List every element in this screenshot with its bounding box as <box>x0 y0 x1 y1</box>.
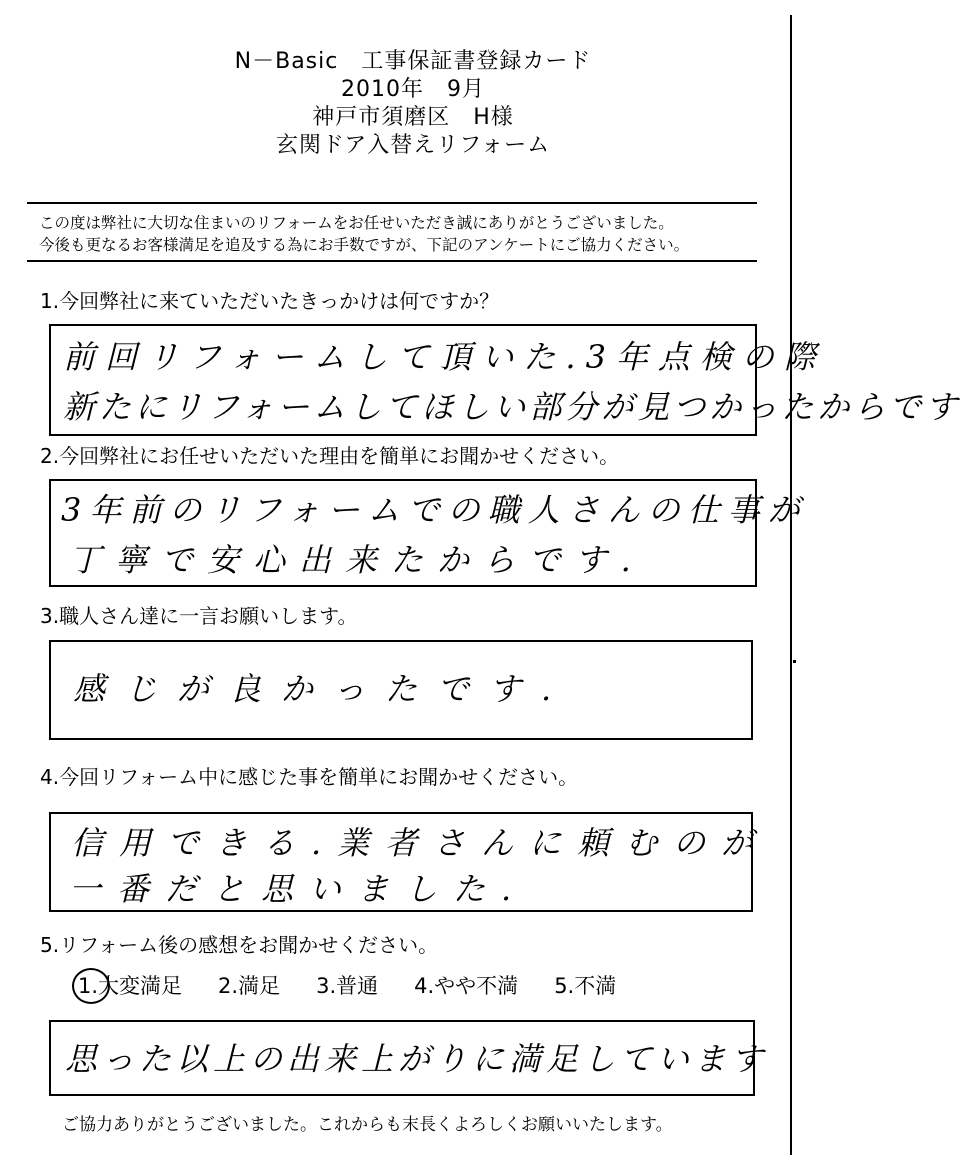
answer-2-line-1: 3年前のリフォームでの職人さんの仕事が <box>61 491 808 529</box>
right-edge-rule <box>790 15 792 1155</box>
footer-message: ご協力ありがとうございました。これからも末長くよろしくお願いいたします。 <box>62 1115 673 1135</box>
answer-box-2 <box>49 479 808 587</box>
choice-1[interactable]: 1.大変満足 <box>78 974 183 998</box>
answer-box-3 <box>49 640 753 740</box>
intro-line-2: 今後も更なるお客様満足を追及する為にお手数ですが、下記のアンケートにご協力ください。 <box>39 236 690 254</box>
customer-name: 神戸市須磨区 H様 <box>312 105 514 130</box>
answer-box-4 <box>49 812 770 912</box>
answer-3-line-1: 感じが良かったです. <box>73 670 572 708</box>
intro-line-1: この度は弊社に大切な住まいのリフォームをお任せいただき誠にありがとうございました。 <box>39 214 674 232</box>
question-5: 5.リフォーム後の感想をお聞かせください。 <box>40 933 439 957</box>
answer-box-5 <box>49 1020 769 1096</box>
question-3: 3.職人さん達に一言お願いします。 <box>40 604 358 628</box>
answer-5-line-1: 思った以上の出来上がりに満足しています <box>65 1040 769 1078</box>
choice-3[interactable]: 3.普通 <box>316 974 379 998</box>
card-header <box>0 48 826 160</box>
question-1: 1.今回弊社に来ていただいたきっかけは何ですか？ <box>40 289 500 313</box>
scan-speck <box>793 660 796 663</box>
answer-4-line-2: 一番だと思いました. <box>69 870 528 908</box>
card-date: 2010年 9月 <box>341 77 485 102</box>
choice-5[interactable]: 5.不満 <box>554 974 617 998</box>
work-description: 玄関ドア入替えリフォーム <box>275 133 551 158</box>
answer-2-line-2: 丁寧で安心出来たからです. <box>69 541 645 579</box>
answer-1-line-2: 新たにリフォームしてほしい部分が見つかったからです <box>63 388 961 426</box>
question-2: 2.今回弊社にお任せいただいた理由を簡単にお聞かせください。 <box>40 444 620 468</box>
answer-box-1 <box>49 324 961 436</box>
choice-4[interactable]: 4.やや不満 <box>414 974 519 998</box>
answer-1-line-1: 前回リフォームして頂いた.3年点検の際 <box>63 338 826 376</box>
question-4: 4.今回リフォーム中に感じた事を簡単にお聞かせください。 <box>40 765 579 789</box>
intro-message <box>27 202 757 262</box>
answer-4-line-1: 信用できる.業者さんに頼むのが <box>71 824 770 862</box>
choice-2[interactable]: 2.満足 <box>218 974 281 998</box>
card-title: N－Basic 工事保証書登録カード <box>234 49 592 74</box>
satisfaction-choices <box>78 970 616 1000</box>
